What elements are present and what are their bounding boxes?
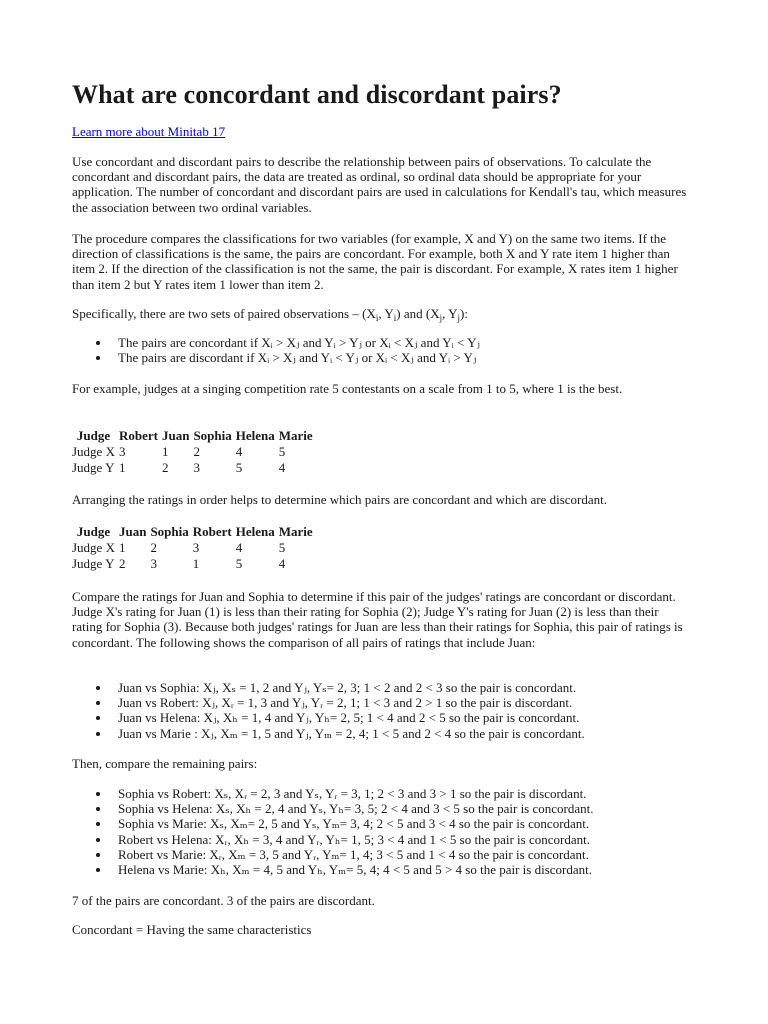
table-header: Judge — [76, 428, 111, 443]
procedure-paragraph: The procedure compares the classifications for two variables (for example, X and Y) on the same two items. If the direction of classifications is the same, the pairs are concordant. For example, both X and Y rate item 1 higher than item 2. If the direction of the classification is not the same, the pair is discordant. For example, X rates item 1 higher than item 2 but Y rates item 1 lower than item 2. — [72, 231, 678, 292]
subscript-i: i — [375, 313, 379, 323]
pair-item: Juan vs Sophia: Xⱼ, Xₛ = 1, 2 and Yⱼ, Yₛ= 2, 3; 1 < 2 and 2 < 3 so the pair is concordant. — [72, 680, 585, 695]
table-cell: 2 — [150, 540, 157, 555]
table-cell: 2 — [161, 460, 169, 475]
example-paragraph: For example, judges at a singing competition rate 5 contestants on a scale from 1 to 5, where 1 is the best. — [72, 381, 623, 396]
table-cell: 1 — [192, 556, 200, 571]
table-cell: 3 — [193, 460, 200, 475]
subscript-j: j — [457, 313, 461, 323]
rules-list — [72, 335, 480, 365]
table-cell: 5 — [235, 556, 243, 571]
summary-paragraph: 7 of the pairs are concordant. 3 of the pairs are discordant. — [72, 893, 375, 908]
arranging-paragraph: Arranging the ratings in order helps to determine which pairs are concordant and which are discordant. — [72, 492, 607, 507]
specifically-mid: ) and (X — [396, 306, 440, 321]
juan-pairs-list — [72, 680, 585, 741]
table-cell: 3 — [192, 540, 200, 555]
table-header: Marie — [278, 428, 313, 443]
pair-item: Juan vs Helena: Xⱼ, Xₕ = 1, 4 and Yⱼ, Yₕ= 2, 5; 1 < 4 and 2 < 5 so the pair is concordant. — [72, 710, 585, 725]
remaining-pairs-list — [72, 786, 594, 877]
table-cell: 4 — [235, 540, 243, 555]
table-header: Juan — [161, 428, 190, 443]
table-header: Marie — [278, 524, 313, 539]
table-header: Juan — [118, 524, 147, 539]
table-header-row — [70, 428, 315, 444]
table-header: Sophia — [150, 524, 189, 539]
rule-item: The pairs are concordant if Xᵢ > Xⱼ and Yᵢ > Yⱼ or Xᵢ < Xⱼ and Yᵢ < Yⱼ — [72, 335, 480, 350]
intro-paragraph: Use concordant and discordant pairs to describe the relationship between pairs of observations. To calculate the concordant and discordant pairs, the data are treated as ordinal, so ordinal data should be appropriate for your application. The number of concordant and discordant pairs are used in calculations for Kendall's tau, which measures the association between two ordinal variables. — [72, 154, 687, 215]
table-header: Helena — [235, 524, 275, 539]
table-row — [70, 556, 315, 572]
rule-item: The pairs are discordant if Xᵢ > Xⱼ and Yᵢ < Yⱼ or Xᵢ < Xⱼ and Yᵢ > Yⱼ — [72, 350, 480, 365]
pair-item: Juan vs Robert: Xⱼ, Xᵣ = 1, 3 and Yⱼ, Yᵣ = 2, 1; 1 < 3 and 2 > 1 so the pair is discordant. — [72, 695, 585, 710]
table-header: Sophia — [193, 428, 232, 443]
table-cell: 4 — [278, 556, 286, 571]
table-cell: 2 — [118, 556, 126, 571]
compare-paragraph: Compare the ratings for Juan and Sophia to determine if this pair of the judges' ratings are concordant or discordant. Judge X's rating for Juan (1) is less than their rating for Sophia (2); Judge Y's rating for Juan (2) is less than their rating for Sophia (3). Because both judges' ratings for Juan are less than their ratings for Sophia, this pair of ratings is concordant. The following shows the comparison of all pairs of ratings that include Juan: — [72, 589, 683, 650]
ratings-table — [70, 428, 315, 476]
specifically-comma: , Y — [378, 306, 394, 321]
table-cell: 3 — [150, 556, 157, 571]
ordered-ratings-table — [70, 524, 315, 572]
table-header: Judge — [76, 524, 111, 539]
table-header: Robert — [192, 524, 232, 539]
table-cell: Judge Y — [72, 556, 115, 571]
table-cell: 5 — [278, 540, 286, 555]
table-cell: 2 — [193, 444, 200, 459]
table-cell: 4 — [235, 444, 243, 459]
table-cell: Judge X — [72, 444, 115, 459]
pair-item: Robert vs Helena: Xᵣ, Xₕ = 3, 4 and Yᵣ, Yₕ= 1, 5; 3 < 4 and 1 < 5 so the pair is concordant. — [72, 832, 594, 847]
pair-item: Juan vs Marie : Xⱼ, Xₘ = 1, 5 and Yⱼ, Yₘ = 2, 4; 1 < 5 and 2 < 4 so the pair is concordant. — [72, 726, 585, 741]
table-cell: Judge X — [72, 540, 115, 555]
table-header: Robert — [118, 428, 158, 443]
table-row — [70, 460, 315, 476]
table-row — [70, 444, 315, 460]
table-header-row — [70, 524, 315, 540]
subscript-i: i — [393, 313, 397, 323]
subscript-j: j — [439, 313, 443, 323]
table-row — [70, 540, 315, 556]
table-cell: 4 — [278, 460, 286, 475]
pair-item: Robert vs Marie: Xᵣ, Xₘ = 3, 5 and Yᵣ, Yₘ= 1, 4; 3 < 5 and 1 < 4 so the pair is concordant. — [72, 847, 594, 862]
specifically-suffix: ): — [460, 306, 468, 321]
pair-item: Sophia vs Marie: Xₛ, Xₘ= 2, 5 and Yₛ, Yₘ= 3, 4; 2 < 5 and 3 < 4 so the pair is concordant. — [72, 816, 594, 831]
specifically-comma: , Y — [442, 306, 458, 321]
pair-item: Sophia vs Robert: Xₛ, Xᵣ = 2, 3 and Yₛ, Yᵣ = 3, 1; 2 < 3 and 3 > 1 so the pair is discordant. — [72, 786, 594, 801]
specifically-line — [72, 306, 468, 321]
page-title: What are concordant and discordant pairs? — [72, 80, 562, 109]
table-cell: Judge Y — [72, 460, 115, 475]
table-cell: 1 — [118, 540, 126, 555]
table-cell: 5 — [278, 444, 286, 459]
table-cell: 5 — [235, 460, 243, 475]
then-paragraph: Then, compare the remaining pairs: — [72, 756, 258, 771]
definition-paragraph: Concordant = Having the same characteristics — [72, 922, 312, 937]
learn-more-link[interactable]: Learn more about Minitab 17 — [72, 124, 226, 139]
pair-item: Sophia vs Helena: Xₛ, Xₕ = 2, 4 and Yₛ, Yₕ= 3, 5; 2 < 4 and 3 < 5 so the pair is concordant. — [72, 801, 594, 816]
table-cell: 3 — [118, 444, 126, 459]
table-cell: 1 — [161, 444, 169, 459]
specifically-prefix: Specifically, there are two sets of paired observations – (X — [72, 306, 376, 321]
table-header: Helena — [235, 428, 275, 443]
table-cell: 1 — [118, 460, 126, 475]
pair-item: Helena vs Marie: Xₕ, Xₘ = 4, 5 and Yₕ, Yₘ= 5, 4; 4 < 5 and 5 > 4 so the pair is discordant. — [72, 862, 594, 877]
